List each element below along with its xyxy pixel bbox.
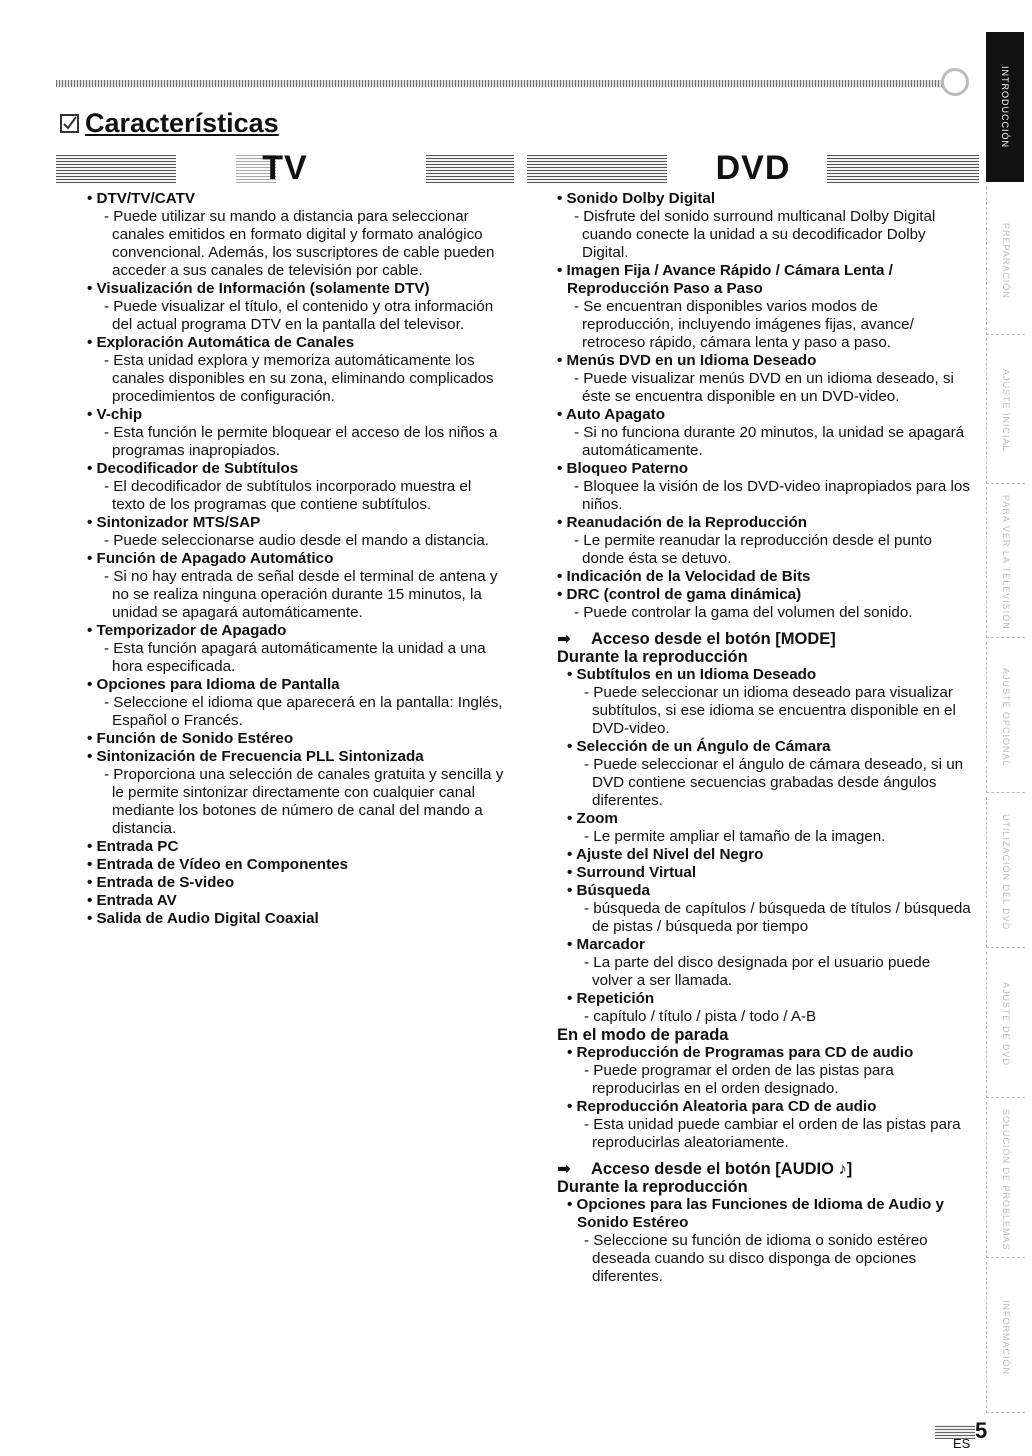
sidebar-tab-label: INTRODUCCIÓN [1000,66,1010,148]
feature-heading: • DRC (control de gama dinámica) [557,586,972,604]
feature-heading: • Sonido Dolby Digital [557,190,972,208]
mode-access-heading [557,630,972,648]
feature-description: - Esta unidad puede cambiar el orden de las pistas para reproducirlas aleatoriamente. [567,1116,972,1152]
feature-heading: • Función de Sonido Estéreo [87,730,507,748]
feature-description: - Puede programar el orden de las pistas para reproducirlas en el orden designado. [567,1062,972,1098]
feature-description: - La parte del disco designada por el usuario puede volver a ser llamada. [567,954,972,990]
mode-playback-title: Durante la reproducción [557,648,748,666]
feature-heading: • Indicación de la Velocidad de Bits [557,568,972,586]
feature-description: - Puede visualizar el título, el contenido y otra información del actual programa DTV en la pantalla del televisor. [87,298,507,334]
language-code: ES [953,1436,971,1451]
sidebar-tab-label: AJUSTE OPCIONAL [1001,667,1011,767]
feature-heading: • Sintonización de Frecuencia PLL Sintonizada [87,748,507,766]
sidebar-tab-label: AJUSTE DE DVD [1001,982,1011,1067]
dvd-band [527,149,979,187]
tv-band-label: TV [262,149,308,187]
feature-heading: • Salida de Audio Digital Coaxial [87,910,507,928]
feature-description: - Puede utilizar su mando a distancia para seleccionar canales emitidos en formato digital y formato analógico convencional. Además, los suscriptores de cable pueden acceder a sus canales de televisión por cable. [87,208,507,280]
audio-playback-title: Durante la reproducción [557,1178,748,1196]
sidebar-tab-label: PREPARACIÓN [1001,222,1011,299]
feature-description: - Le permite ampliar el tamaño de la imagen. [567,828,972,846]
feature-heading: • Menús DVD en un Idioma Deseado [557,352,972,370]
feature-heading: • Subtítulos en un Idioma Deseado [567,666,972,684]
feature-description: - Bloquee la visión de los DVD-video inapropiados para los niños. [557,478,972,514]
feature-heading: • DTV/TV/CATV [87,190,507,208]
feature-description: - Puede seleccionar el ángulo de cámara deseado, si un DVD contiene secuencias grabadas desde ángulos diferentes. [567,756,972,810]
header-rule [56,80,951,87]
sidebar-tab[interactable] [986,1262,1025,1413]
feature-heading: • Decodificador de Subtítulos [87,460,507,478]
feature-description: - Seleccione su función de idioma o sonido estéreo deseada cuando su disco disponga de opciones diferentes. [567,1232,972,1286]
audio-playback-list [557,1196,972,1286]
sidebar-tab[interactable] [986,32,1024,182]
feature-heading: • Sintonizador MTS/SAP [87,514,507,532]
feature-description: - Puede visualizar menús DVD en un idioma deseado, si éste se encuentra disponible en un DVD-video. [557,370,972,406]
feature-heading: • Repetición [567,990,972,1008]
feature-description: - Si no funciona durante 20 minutos, la unidad se apagará automáticamente. [557,424,972,460]
feature-description: - Esta función le permite bloquear el acceso de los niños a programas inapropiados. [87,424,507,460]
tv-band [56,149,514,187]
feature-description: - búsqueda de capítulos / búsqueda de títulos / búsqueda de pistas / búsqueda por tiempo [567,900,972,936]
sidebar-tab[interactable] [986,487,1025,638]
sidebar-tab-label: INFORMACIÓN [1001,1299,1011,1375]
feature-heading: • Reproducción Aleatoria para CD de audio [567,1098,972,1116]
feature-heading: • Reproducción de Programas para CD de audio [567,1044,972,1062]
feature-heading: • Ajuste del Nivel del Negro [567,846,972,864]
feature-heading: • Función de Apagado Automático [87,550,507,568]
sidebar-tab[interactable] [986,187,1025,335]
feature-description: - Puede seleccionarse audio desde el mando a distancia. [87,532,507,550]
mode-stop-title: En el modo de parada [557,1026,729,1044]
sidebar-tab-label: AJUSTE INICIAL [1001,369,1011,452]
feature-description: - Esta función apagará automáticamente la unidad a una hora especificada. [87,640,507,676]
feature-heading: • Marcador [567,936,972,954]
feature-heading: • Opciones para Idioma de Pantalla [87,676,507,694]
arrow-icon: ➡ [557,1160,571,1178]
sidebar-tab[interactable] [986,338,1025,484]
page-title: Características [60,108,279,139]
sidebar-tab[interactable] [986,1102,1025,1258]
feature-description: - Proporciona una selección de canales gratuita y sencilla y le permite sintonizar directamente con cualquier canal mediante los botones de número de canal del mando a distancia. [87,766,507,838]
feature-heading: • Bloqueo Paterno [557,460,972,478]
feature-description: - capítulo / título / pista / todo / A-B [567,1008,972,1026]
arrow-icon: ➡ [557,630,571,648]
feature-description: - El decodificador de subtítulos incorporado muestra el texto de los programas que contiene subtítulos. [87,478,507,514]
sidebar-tab-label: UTILIZACIÓN DEL DVD [1001,813,1011,931]
feature-heading: • Entrada PC [87,838,507,856]
sidebar-tab-label: PARA VER LA TELEVISIÓN [1001,494,1011,630]
feature-heading: • Entrada AV [87,892,507,910]
feature-description: - Esta unidad explora y memoriza automáticamente los canales disponibles en su zona, eliminando complicados procedimientos de configuración. [87,352,507,406]
mode-access-label: Acceso desde el botón [MODE] [591,630,836,648]
mode-playback-list [557,666,972,1026]
feature-heading: • Reanudación de la Reproducción [557,514,972,532]
audio-access-label: Acceso desde el botón [AUDIO ♪] [591,1160,853,1178]
feature-description: - Disfrute del sonido surround multicanal Dolby Digital cuando conecte la unidad a su decodificador Dolby Digital. [557,208,972,262]
feature-heading: • Surround Virtual [567,864,972,882]
feature-heading: • V-chip [87,406,507,424]
feature-description: - Puede controlar la gama del volumen del sonido. [557,604,972,622]
feature-heading: • Temporizador de Apagado [87,622,507,640]
header-circle-ornament [941,68,969,96]
sidebar-tab[interactable] [986,952,1025,1098]
sidebar-tab[interactable] [986,797,1025,948]
feature-heading: • Visualización de Información (solamente DTV) [87,280,507,298]
feature-description: - Le permite reanudar la reproducción desde el punto donde ésta se detuvo. [557,532,972,568]
sidebar-tab-label: SOLUCIÓN DE PROBLEMAS [1001,1108,1011,1251]
checkbox-icon [60,114,79,133]
feature-heading: • Zoom [567,810,972,828]
mode-stop-list [557,1044,972,1152]
feature-description: - Si no hay entrada de señal desde el terminal de antena y no se realiza ninguna operación durante 15 minutos, la unidad se apagará automáticamente. [87,568,507,622]
feature-heading: • Búsqueda [567,882,972,900]
dvd-features-list [557,190,972,1286]
feature-heading: • Auto Apagato [557,406,972,424]
feature-heading: • Entrada de Vídeo en Componentes [87,856,507,874]
feature-heading: • Exploración Automática de Canales [87,334,507,352]
page-number: 5 [935,1418,987,1444]
feature-heading: • Opciones para las Funciones de Idioma de Audio y Sonido Estéreo [567,1196,972,1232]
audio-access-heading [557,1160,972,1178]
sidebar-tab[interactable] [986,642,1025,793]
tv-features-list [87,190,507,928]
feature-description: - Puede seleccionar un idioma deseado para visualizar subtítulos, si ese idioma se encuentra disponible en el DVD-video. [567,684,972,738]
dvd-band-label: DVD [715,149,791,187]
feature-heading: • Imagen Fija / Avance Rápido / Cámara Lenta / Reproducción Paso a Paso [557,262,972,298]
feature-description: - Se encuentran disponibles varios modos de reproducción, incluyendo imágenes fijas, avance/ retroceso rápido, cámara lenta y paso a paso. [557,298,972,352]
feature-description: - Seleccione el idioma que aparecerá en la pantalla: Inglés, Español o Francés. [87,694,507,730]
feature-heading: • Entrada de S-video [87,874,507,892]
feature-heading: • Selección de un Ángulo de Cámara [567,738,972,756]
